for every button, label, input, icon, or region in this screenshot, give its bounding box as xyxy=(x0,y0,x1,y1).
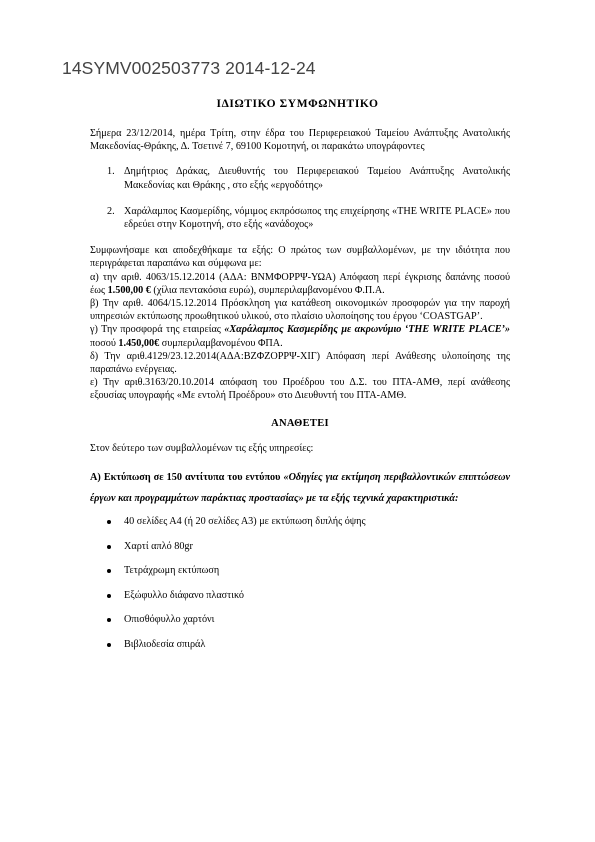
bullet-icon xyxy=(107,618,111,622)
agreement-intro: Συμφωνήσαμε και αποδεχθήκαμε τα εξής: Ο πρώτος των συμβαλλομένων, με την ιδιότητα που περιγράφεται παραπάνω και σύμφωνα με: xyxy=(90,245,510,270)
clause-e: ε) Την αριθ.3163/20.10.2014 απόφαση του Προέδρου του Δ.Σ. του ΠΤΑ-ΑΜΘ, περί ανάθεσης εξουσίας υπογραφής «Με εντολή Προέδρου» στο Διευθυντή του ΠΤΑ-ΑΜΘ. xyxy=(90,377,510,402)
spec-item xyxy=(124,564,510,589)
bullet-icon xyxy=(107,643,111,647)
bullet-icon xyxy=(107,520,111,524)
clause-c-amount: 1.450,00€ xyxy=(118,337,160,349)
clause-d: δ) Την αριθ.4129/23.12.2014(ΑΔΑ:ΒΖΦΖΟΡΡΨ-ΧΙΓ) Απόφαση περί Ανάθεσης υλοποίησης της παραπάνω ενέργειας. xyxy=(90,350,510,376)
spec-text: 40 σελίδες Α4 (ή 20 σελίδες Α3) με εκτύπωση διπλής όψης xyxy=(124,516,366,528)
spec-item xyxy=(124,515,510,540)
clause-a-amount: 1.500,00 € xyxy=(107,284,151,296)
party-text: Χαράλαμπος Κασμερίδης, νόμιμος εκπρόσωπος της επιχείρησης «THE WRITE PLACE» που εδρεύει στην Κομοτηνή, στο εξής «ανάδοχος» xyxy=(124,205,510,231)
document-id-header: 14SYMV002503773 2014-12-24 xyxy=(62,58,316,78)
spec-item xyxy=(124,589,510,614)
clause-a xyxy=(90,271,510,297)
clause-c-text-end: συμπεριλαμβανομένου ΦΠΑ. xyxy=(159,337,283,349)
section-heading: ΑΝΑΘΕΤΕΙ xyxy=(271,417,329,429)
document-body xyxy=(90,127,510,662)
item-a-lead: Α) Εκτύπωση σε 150 αντίτυπα του εντύπου xyxy=(90,472,284,484)
bullet-icon xyxy=(107,545,111,549)
spec-item xyxy=(124,638,510,663)
party-item xyxy=(107,205,510,231)
clause-c-mid: ποσού xyxy=(90,337,119,349)
clause-a-text: α) την αριθ. 4063/15.12.2014 (ΑΔΑ: ΒΝΜΦΟΡΡΨ-ΥΩΑ) Απόφαση περί έγκρισης δαπάνης ποσού έως xyxy=(90,271,510,296)
clause-a-text-end: (χίλια πεντακόσια ευρώ), συμπεριλαμβανομένου Φ.Π.Α. xyxy=(150,284,385,296)
spec-text: Οπισθόφυλλο χαρτόνι xyxy=(124,614,215,626)
party-item xyxy=(107,165,510,191)
specs-list xyxy=(90,515,510,662)
spec-text: Χαρτί απλό 80gr xyxy=(124,540,193,552)
spec-text: Εξώφυλλο διάφανο πλαστικό xyxy=(124,589,245,601)
spec-item xyxy=(124,613,510,638)
assignment-intro: Στον δεύτερο των συμβαλλομένων τις εξής υπηρεσίες: xyxy=(90,442,314,454)
party-number: 1. xyxy=(107,166,115,178)
bullet-icon xyxy=(107,594,111,598)
party-text: Δημήτριος Δράκας, Διευθυντής του Περιφερειακού Ταμείου Ανάπτυξης Ανατολικής Μακεδονίας και Θράκης , στο εξής «εργοδότης» xyxy=(124,166,510,191)
spec-item xyxy=(124,540,510,565)
party-number: 2. xyxy=(107,205,115,217)
spec-text: Βιβλιοδεσία σπιράλ xyxy=(124,638,206,650)
clauses xyxy=(90,244,510,402)
parties-list xyxy=(90,165,510,231)
clause-c xyxy=(90,323,510,349)
clause-b: β) Την αριθ. 4064/15.12.2014 Πρόσκληση για κατάθεση οικονομικών προσφορών για την παροχή υπηρεσιών εκτύπωσης προωθητικού υλικού, στο πλαίσιο υλοποίησης του έργου ‘COASTGAP’. xyxy=(90,298,510,323)
document-title: ΙΔΙΩΤΙΚΟ ΣΥΜΦΩΝΗΤΙΚΟ xyxy=(216,98,379,110)
clause-c-company: «Χαράλαμπος Κασμερίδης με ακρωνύμιο ‘THE WRITE PLACE’» xyxy=(224,324,510,336)
intro-paragraph: Σήμερα 23/12/2014, ημέρα Τρίτη, στην έδρα του Περιφερειακού Ταμείου Ανάπτυξης Ανατολικής Μακεδονίας-Θράκης, Δ. Τσετινέ 7, 69100 Κομοτηνή, οι παρακάτω υπογράφοντες xyxy=(90,128,510,153)
clause-c-text: γ) Την προσφορά της εταιρείας xyxy=(90,324,225,336)
item-a-description xyxy=(90,467,510,509)
bullet-icon xyxy=(107,569,111,573)
spec-text: Τετράχρωμη εκτύπωση xyxy=(124,565,220,577)
item-a-title: «Οδηγίες για εκτίμηση περιβαλλοντικών επιπτώσεων έργων και προγραμμάτων παράκτιας προστασίας» με τα εξής τεχνικά χαρακτηριστικά: xyxy=(90,472,510,505)
